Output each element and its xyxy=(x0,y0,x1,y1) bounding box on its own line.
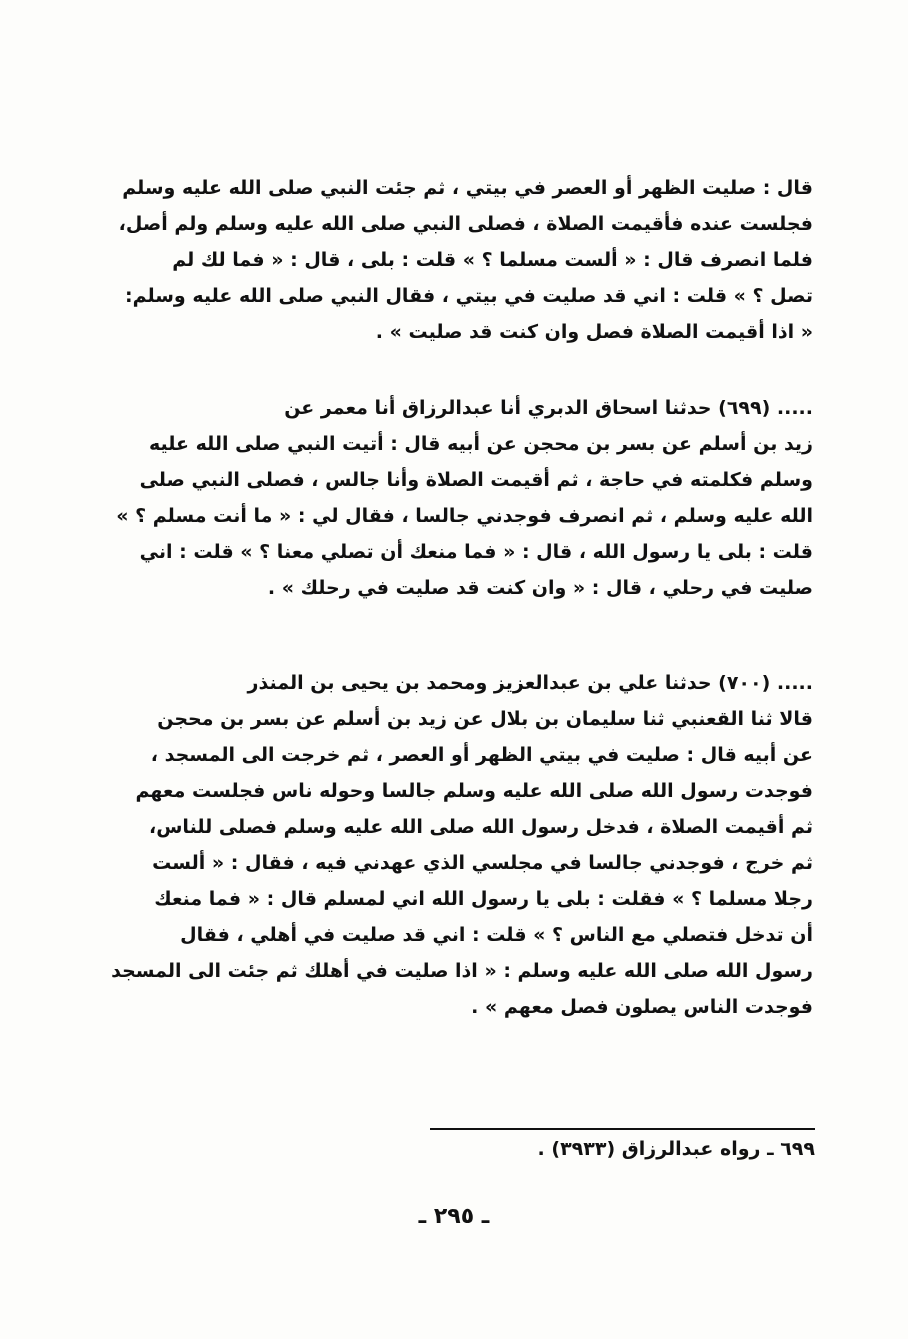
paragraph-hadith-700 xyxy=(105,665,813,1025)
text-line: صليت في رحلي ، قال : « وان كنت قد صليت في رحلك » . xyxy=(267,577,813,599)
hadith-heading-line: ..... (٦٩٩) حدثنا اسحاق الدبري أنا عبدالرزاق أنا معمر عن xyxy=(284,397,813,419)
page-number: ـ ٢٩٥ ـ xyxy=(418,1204,490,1229)
text-line: فجلست عنده فأقيمت الصلاة ، فصلى النبي صلى الله عليه وسلم ولم أصل، xyxy=(118,213,813,235)
footnote: ٦٩٩ ـ رواه عبدالرزاق (٣٩٣٣) . xyxy=(537,1138,815,1160)
text-line: وسلم فكلمته في حاجة ، ثم أقيمت الصلاة وأنا جالس ، فصلى النبي صلى xyxy=(139,469,813,491)
text-line: قال : صليت الظهر أو العصر في بيتي ، ثم جئت النبي صلى الله عليه وسلم xyxy=(122,177,813,199)
text-line: « اذا أقيمت الصلاة فصل وان كنت قد صليت » . xyxy=(375,321,813,343)
text-line: فوجدت الناس يصلون فصل معهم » . xyxy=(471,996,813,1018)
text-line: زيد بن أسلم عن بسر بن محجن عن أبيه قال : أتيت النبي صلى الله عليه xyxy=(148,433,813,455)
paragraph-hadith-699 xyxy=(105,390,813,606)
text-line: الله عليه وسلم ، ثم انصرف فوجدني جالسا ، فقال لي : « ما أنت مسلم ؟ » xyxy=(116,505,813,527)
text-line: رسول الله صلى الله عليه وسلم : « اذا صليت في أهلك ثم جئت الى المسجد xyxy=(111,960,813,982)
text-line: قلت : بلى يا رسول الله ، قال : « فما منعك أن تصلي معنا ؟ » قلت : اني xyxy=(139,541,813,563)
text-line: فوجدت رسول الله صلى الله عليه وسلم جالسا وحوله ناس فجلست معهم xyxy=(135,780,813,802)
text-line: تصل ؟ » قلت : اني قد صليت في بيتي ، فقال النبي صلى الله عليه وسلم: xyxy=(124,285,813,307)
hadith-heading-line: ..... (٧٠٠) حدثنا علي بن عبدالعزيز ومحمد بن يحيى بن المنذر xyxy=(247,672,813,694)
text-line: ثم أقيمت الصلاة ، فدخل رسول الله صلى الله عليه وسلم فصلى للناس، xyxy=(149,816,813,838)
text-line: أن تدخل فتصلي مع الناس ؟ » قلت : اني قد صليت في أهلي ، فقال xyxy=(180,924,813,946)
text-line: عن أبيه قال : صليت في بيتي الظهر أو العصر ، ثم خرجت الى المسجد ، xyxy=(150,744,813,766)
paragraph-1 xyxy=(105,170,813,350)
text-line: رجلا مسلما ؟ » فقلت : بلى يا رسول الله اني لمسلم قال : « فما منعك xyxy=(154,888,813,910)
text-line: قالا ثنا القعنبي ثنا سليمان بن بلال عن زيد بن أسلم عن بسر بن محجن xyxy=(157,708,813,730)
text-line: ثم خرج ، فوجدني جالسا في مجلسي الذي عهدني فيه ، فقال : « ألست xyxy=(152,852,813,874)
footnote-divider xyxy=(430,1128,815,1130)
text-line: فلما انصرف قال : « ألست مسلما ؟ » قلت : بلى ، قال : « فما لك لم xyxy=(172,249,813,271)
